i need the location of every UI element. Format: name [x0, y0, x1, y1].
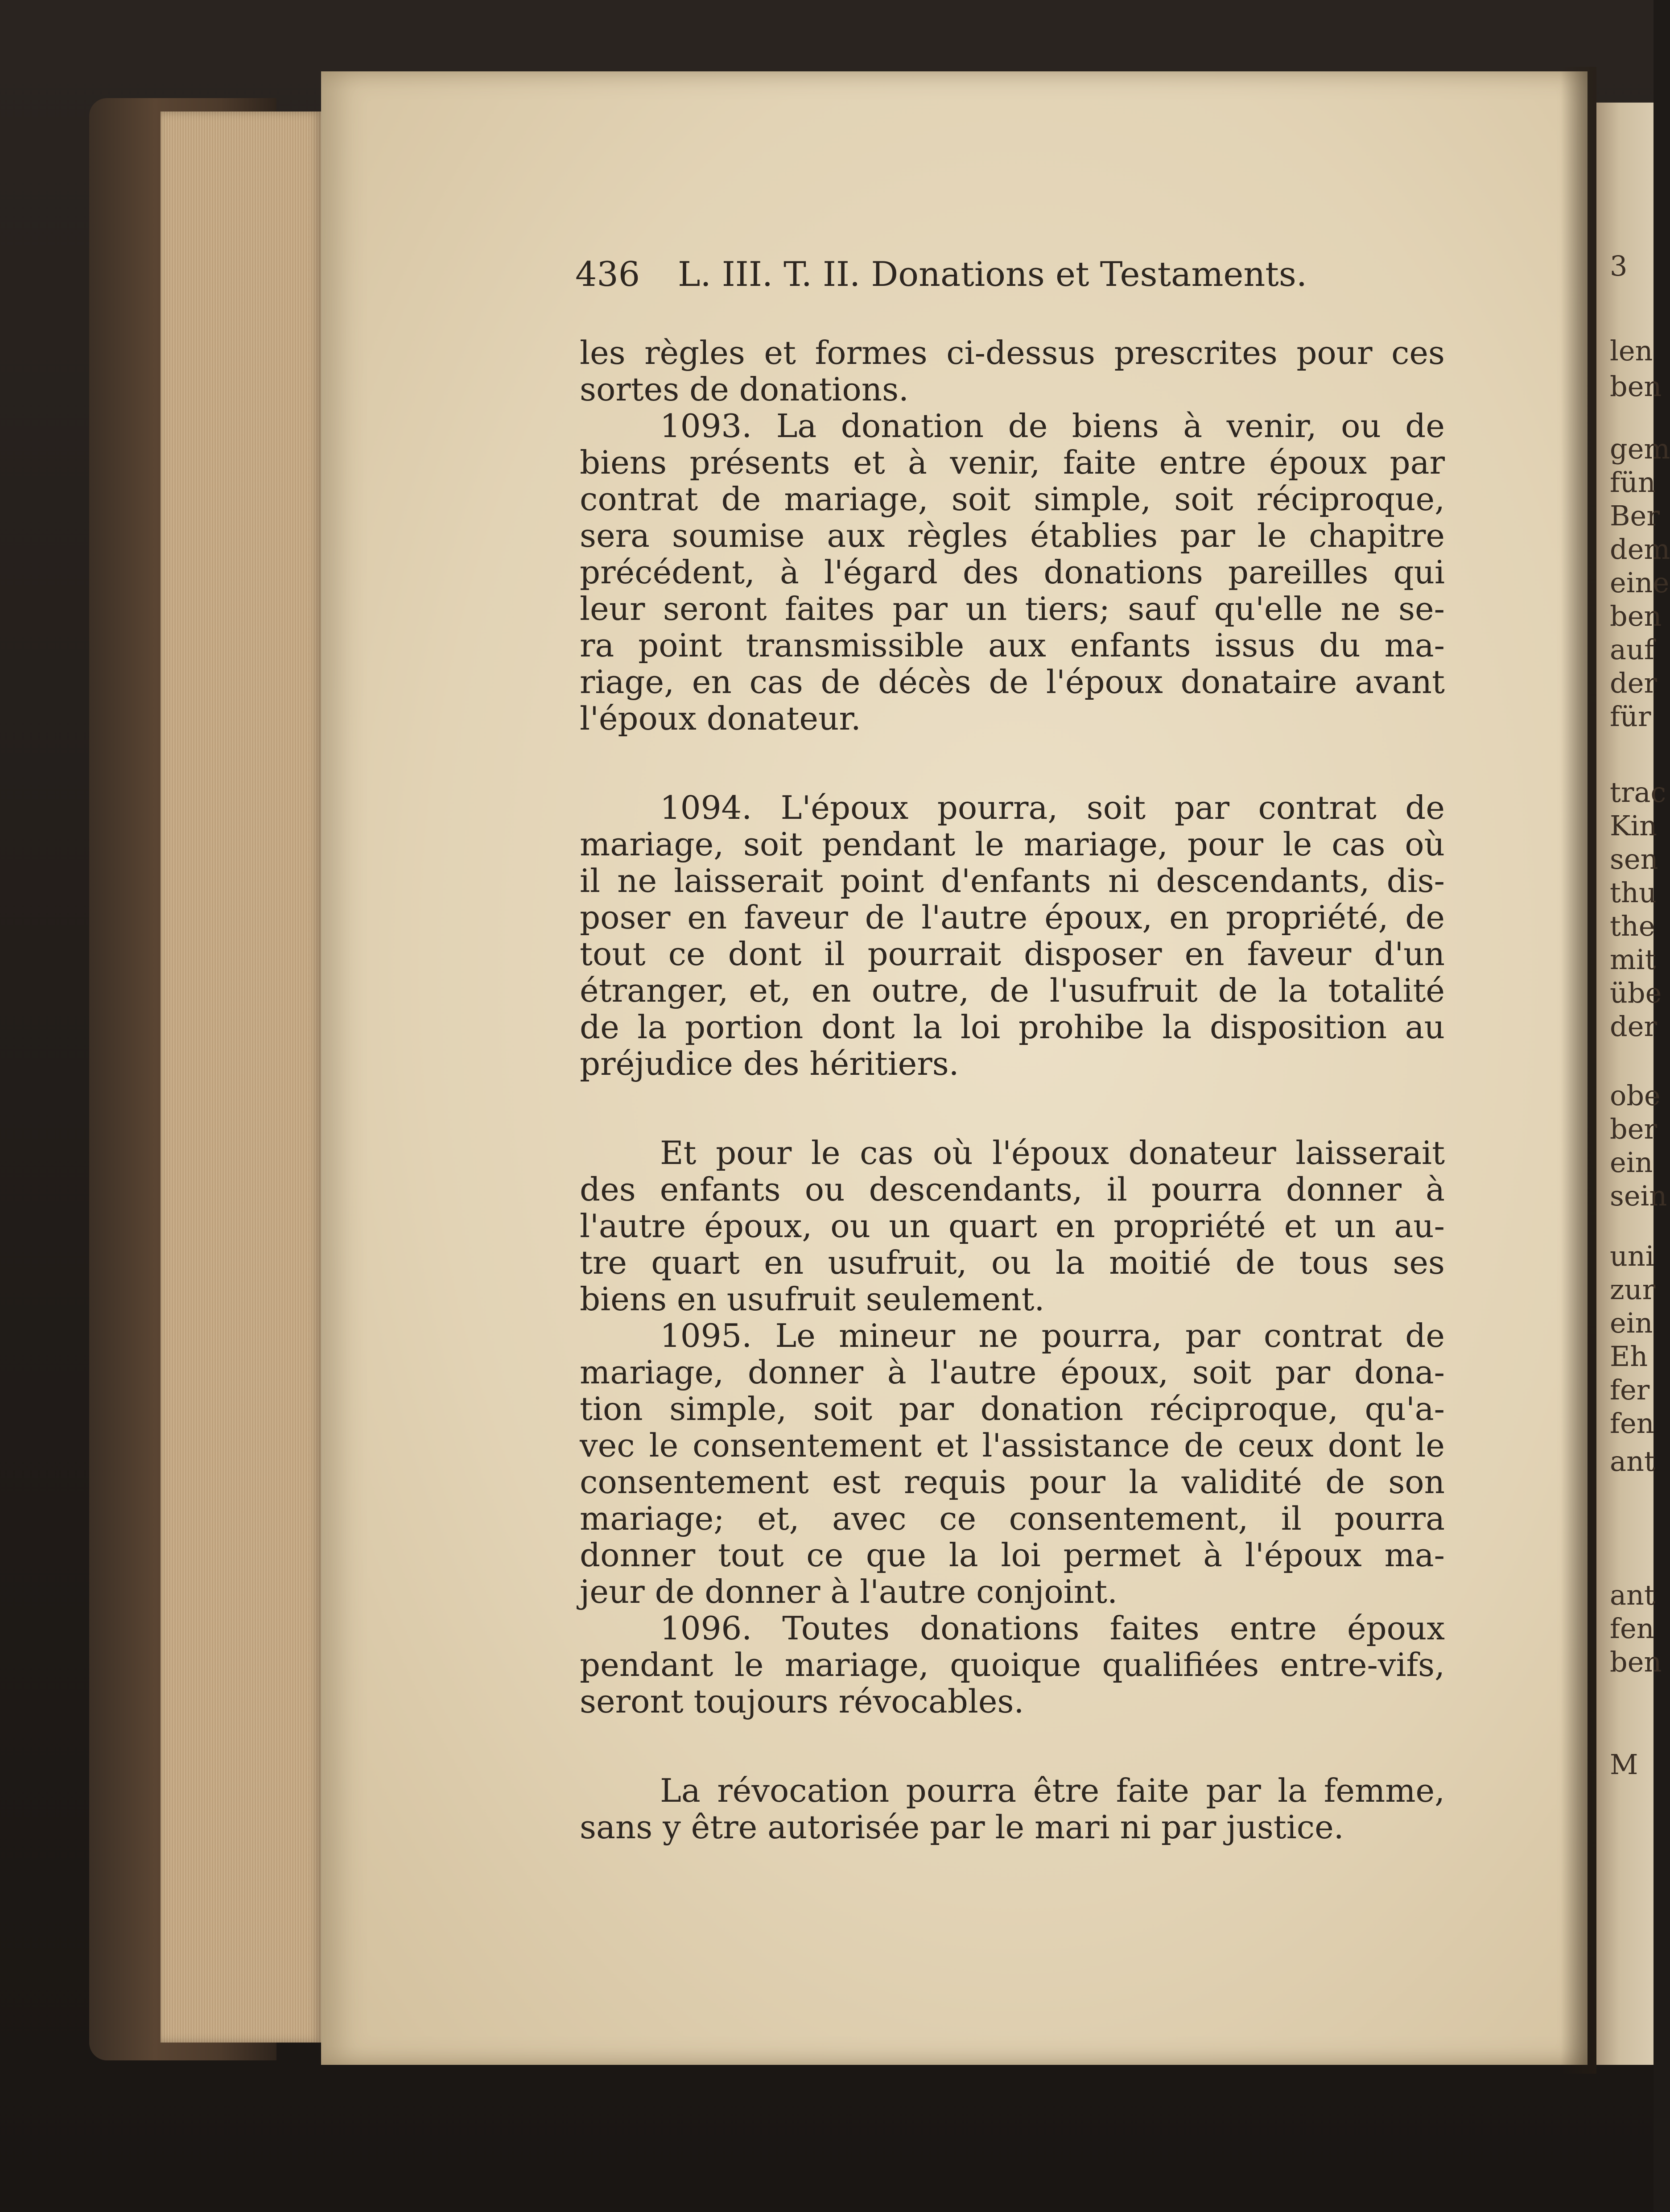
- text-line: biens en usufruit seulement.: [580, 1280, 1045, 1318]
- paragraph: [580, 1135, 1445, 1317]
- text-line: les règles et formes ci-dessus prescrites pour ces: [580, 334, 1445, 371]
- facing-fragment: obe: [1610, 1079, 1661, 1112]
- text-line: mariage, soit pendant le mariage, pour le cas où: [580, 825, 1445, 863]
- paragraph: [580, 1772, 1445, 1845]
- facing-fragment: ein: [1610, 1307, 1653, 1339]
- text-line: l'autre époux, ou un quart en propriété et un au-: [580, 1207, 1445, 1245]
- text-line: sans y être autorisée par le mari ni par justice.: [580, 1808, 1344, 1846]
- text-line: sortes de donations.: [580, 371, 909, 408]
- text-line: des enfants ou descendants, il pourra donner à: [580, 1171, 1445, 1208]
- facing-fragment: 3: [1610, 250, 1628, 282]
- text-line: seront toujours révocables.: [580, 1683, 1024, 1720]
- text-line: Et pour le cas où l'époux donateur laisserait: [660, 1134, 1445, 1172]
- facing-fragment: ant: [1610, 1579, 1655, 1611]
- facing-fragment: dem: [1610, 533, 1670, 565]
- text-line: 1096. Toutes donations faites entre époux: [660, 1609, 1445, 1647]
- facing-fragment: ber: [1610, 1113, 1658, 1145]
- facing-fragment: sein: [1610, 1180, 1667, 1212]
- text-line: tion simple, soit par donation réciproque, qu'a-: [580, 1390, 1445, 1428]
- facing-fragment: fün: [1610, 466, 1656, 499]
- facing-fragment: zur: [1610, 1273, 1656, 1306]
- text-line: précédent, à l'égard des donations pareilles qui: [580, 553, 1445, 591]
- facing-fragment: M: [1610, 1748, 1638, 1781]
- page-body: [580, 334, 1445, 1845]
- text-line: il ne laisserait point d'enfants ni descendants, dis-: [580, 862, 1445, 900]
- text-line: 1093. La donation de biens à venir, ou de: [660, 407, 1445, 445]
- text-line: riage, en cas de décès de l'époux donataire avant: [580, 663, 1445, 701]
- page-header: [575, 254, 1449, 294]
- text-line: jeur de donner à l'autre conjoint.: [580, 1573, 1117, 1610]
- facing-fragment: übe: [1610, 977, 1662, 1009]
- text-line: mariage; et, avec ce consentement, il pourra: [580, 1500, 1445, 1537]
- book-gutter: [1561, 67, 1596, 2074]
- paragraph-gap: [580, 1720, 1445, 1772]
- facing-fragment: ein: [1610, 1146, 1653, 1179]
- facing-fragment: mit: [1610, 943, 1656, 976]
- facing-fragment: der: [1610, 1010, 1658, 1043]
- text-line: consentement est requis pour la validité de son: [580, 1463, 1445, 1501]
- page-edges: [161, 111, 321, 2043]
- text-line: vec le consentement et l'assistance de ceux dont le: [580, 1427, 1445, 1464]
- page-number: 436: [575, 254, 640, 294]
- paragraph-gap: [580, 1082, 1445, 1135]
- text-line: de la portion dont la loi prohibe la disposition au: [580, 1008, 1445, 1046]
- facing-fragment: trac: [1610, 776, 1666, 809]
- facing-fragment: Ber: [1610, 499, 1660, 532]
- text-line: ra point transmissible aux enfants issus du ma-: [580, 627, 1445, 664]
- facing-fragment: gem: [1610, 433, 1670, 465]
- facing-fragment: sen: [1610, 843, 1658, 875]
- facing-fragment: fer: [1610, 1374, 1650, 1406]
- text-line: biens présents et à venir, faite entre époux par: [580, 444, 1445, 481]
- text-line: l'époux donateur.: [580, 700, 861, 737]
- paragraph-article-1096: [580, 1610, 1445, 1720]
- text-line: tout ce dont il pourrait disposer en faveur d'un: [580, 935, 1445, 973]
- text-line: poser en faveur de l'autre époux, en propriété, de: [580, 899, 1445, 936]
- facing-fragment: für: [1610, 700, 1651, 733]
- text-line: leur seront faites par un tiers; sauf qu'elle ne se-: [580, 590, 1445, 627]
- text-line: tre quart en usufruit, ou la moitié de tous ses: [580, 1244, 1445, 1281]
- facing-fragment: ben: [1610, 370, 1662, 403]
- facing-fragment: fen: [1610, 1612, 1654, 1645]
- facing-page-edge: [1596, 103, 1670, 2065]
- text-line: 1094. L'époux pourra, soit par contrat de: [660, 789, 1445, 826]
- facing-fragment: der: [1610, 667, 1658, 699]
- facing-fragment: Kin: [1610, 809, 1658, 842]
- facing-fragment: fen: [1610, 1407, 1654, 1440]
- facing-fragment: len: [1610, 334, 1653, 367]
- text-line: contrat de mariage, soit simple, soit réciproque,: [580, 480, 1445, 518]
- running-head: L. III. T. II. Donations et Testaments.: [678, 254, 1307, 294]
- paragraph-article-1094: [580, 789, 1445, 1082]
- text-line: donner tout ce que la loi permet à l'époux ma-: [580, 1536, 1445, 1574]
- text-line: étranger, et, en outre, de l'usufruit de la totalité: [580, 972, 1445, 1009]
- text-line: préjudice des héritiers.: [580, 1045, 959, 1082]
- facing-fragment: auf: [1610, 633, 1654, 666]
- text-line: La révocation pourra être faite par la femme,: [660, 1772, 1445, 1809]
- paragraph-article-1093: [580, 408, 1445, 737]
- facing-fragment: ant: [1610, 1445, 1655, 1477]
- facing-fragment: Eh: [1610, 1340, 1648, 1373]
- facing-fragment: the: [1610, 910, 1655, 942]
- paragraph-article-1095: [580, 1317, 1445, 1610]
- facing-fragment: uni: [1610, 1240, 1654, 1272]
- facing-fragment: thu: [1610, 876, 1657, 909]
- text-line: mariage, donner à l'autre époux, soit par dona-: [580, 1354, 1445, 1391]
- text-line: pendant le mariage, quoique qualifiées entre-vifs,: [580, 1646, 1445, 1684]
- text-line: sera soumise aux règles établies par le chapitre: [580, 517, 1445, 554]
- facing-fragment: eine: [1610, 566, 1670, 599]
- paragraph-gap: [580, 737, 1445, 789]
- paragraph: [580, 334, 1445, 408]
- facing-fragment: ben: [1610, 1646, 1662, 1678]
- facing-fragment: ben: [1610, 600, 1662, 632]
- text-line: 1095. Le mineur ne pourra, par contrat de: [660, 1317, 1445, 1354]
